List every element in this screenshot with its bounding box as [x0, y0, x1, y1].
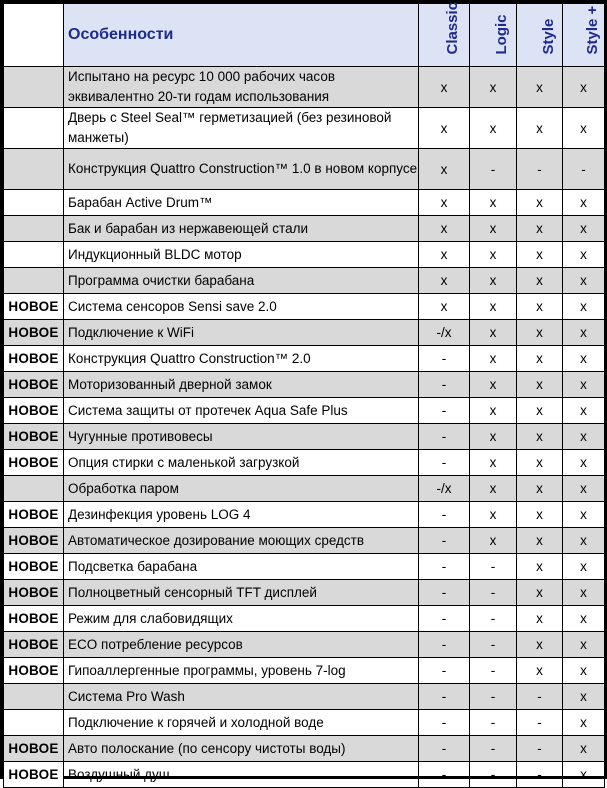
- availability-logic: -: [470, 554, 517, 580]
- header-model-style: [517, 4, 563, 67]
- feature-name: ECO потребление ресурсов: [64, 632, 419, 658]
- new-badge: НОВОЕ: [4, 450, 64, 476]
- availability-style-plus: x: [563, 216, 605, 242]
- availability-classic: -: [419, 580, 470, 606]
- availability-logic: x: [470, 528, 517, 554]
- table-row: [4, 606, 605, 632]
- availability-style-plus: x: [563, 502, 605, 528]
- availability-logic: -: [470, 710, 517, 736]
- availability-style: -: [517, 736, 563, 762]
- availability-classic: -: [419, 632, 470, 658]
- availability-classic: x: [419, 294, 470, 320]
- new-badge: НОВОЕ: [4, 632, 64, 658]
- feature-name: Барабан Active Drum™: [64, 190, 419, 216]
- new-badge: НОВОЕ: [4, 658, 64, 684]
- table-row: [4, 294, 605, 320]
- availability-style: x: [517, 502, 563, 528]
- availability-classic: -: [419, 684, 470, 710]
- feature-name: Моторизованный дверной замок: [64, 372, 419, 398]
- availability-logic: x: [470, 398, 517, 424]
- table-row: [4, 216, 605, 242]
- availability-logic: x: [470, 190, 517, 216]
- availability-style-plus: x: [563, 190, 605, 216]
- new-badge: [4, 476, 64, 502]
- availability-style-plus: x: [563, 632, 605, 658]
- new-badge: НОВОЕ: [4, 372, 64, 398]
- availability-style: x: [517, 528, 563, 554]
- availability-style-plus: x: [563, 294, 605, 320]
- availability-style-plus: x: [563, 67, 605, 108]
- new-badge: [4, 242, 64, 268]
- availability-style: x: [517, 242, 563, 268]
- new-badge: [4, 216, 64, 242]
- header-features: Особенности: [64, 4, 419, 67]
- new-badge: НОВОЕ: [4, 580, 64, 606]
- table-row: [4, 268, 605, 294]
- availability-classic: -/x: [419, 320, 470, 346]
- availability-style-plus: x: [563, 372, 605, 398]
- table-row: [4, 190, 605, 216]
- availability-classic: -: [419, 424, 470, 450]
- new-badge: [4, 190, 64, 216]
- availability-classic: x: [419, 67, 470, 108]
- availability-style: x: [517, 294, 563, 320]
- table-row: [4, 372, 605, 398]
- availability-style-plus: x: [563, 580, 605, 606]
- header-model-label: Style +: [583, 5, 601, 55]
- availability-style: x: [517, 632, 563, 658]
- availability-logic: -: [470, 632, 517, 658]
- feature-name: Система сенсоров Sensi save 2.0: [64, 294, 419, 320]
- feature-name: Система защиты от протечек Aqua Safe Plus: [64, 398, 419, 424]
- availability-logic: x: [470, 424, 517, 450]
- feature-name: Гипоаллергенные программы, уровень 7-log: [64, 658, 419, 684]
- table-row: [4, 476, 605, 502]
- availability-logic: x: [470, 320, 517, 346]
- availability-logic: x: [470, 216, 517, 242]
- availability-classic: x: [419, 190, 470, 216]
- table-row: [4, 580, 605, 606]
- header-model-logic: [470, 4, 517, 67]
- availability-classic: x: [419, 216, 470, 242]
- availability-style-plus: x: [563, 684, 605, 710]
- availability-style-plus: x: [563, 424, 605, 450]
- availability-style-plus: x: [563, 606, 605, 632]
- availability-style: x: [517, 606, 563, 632]
- availability-style-plus: x: [563, 710, 605, 736]
- availability-style: x: [517, 320, 563, 346]
- availability-style-plus: x: [563, 528, 605, 554]
- table-row: [4, 67, 605, 108]
- availability-logic: -: [470, 762, 517, 788]
- availability-style: -: [517, 710, 563, 736]
- availability-style: x: [517, 450, 563, 476]
- table-row: [4, 710, 605, 736]
- table-row: [4, 736, 605, 762]
- feature-name: Опция стирки с маленькой загрузкой: [64, 450, 419, 476]
- availability-classic: -: [419, 346, 470, 372]
- feature-name: Полноцветный сенсорный TFT дисплей: [64, 580, 419, 606]
- header-row: [4, 4, 605, 67]
- feature-name: Дезинфекция уровень LOG 4: [64, 502, 419, 528]
- availability-logic: -: [470, 580, 517, 606]
- feature-name: Чугунные противовесы: [64, 424, 419, 450]
- table-row: [4, 149, 605, 190]
- new-badge: НОВОЕ: [4, 294, 64, 320]
- availability-classic: x: [419, 242, 470, 268]
- feature-name: Конструкция Quattro Construction™ 2.0: [64, 346, 419, 372]
- availability-style-plus: x: [563, 242, 605, 268]
- availability-logic: x: [470, 108, 517, 149]
- feature-comparison-table: [3, 3, 605, 788]
- feature-name: Бак и барабан из нержавеющей стали: [64, 216, 419, 242]
- availability-classic: -: [419, 554, 470, 580]
- availability-style: x: [517, 554, 563, 580]
- feature-name: Программа очистки барабана: [64, 268, 419, 294]
- new-badge: НОВОЕ: [4, 528, 64, 554]
- table-row: [4, 632, 605, 658]
- availability-style-plus: x: [563, 658, 605, 684]
- new-badge: НОВОЕ: [4, 554, 64, 580]
- new-badge: НОВОЕ: [4, 762, 64, 788]
- availability-style-plus: x: [563, 346, 605, 372]
- table-row: [4, 242, 605, 268]
- new-badge: НОВОЕ: [4, 424, 64, 450]
- availability-logic: x: [470, 268, 517, 294]
- header-tag-cell: [4, 4, 64, 67]
- header-model-label: Logic: [493, 14, 510, 55]
- availability-style: -: [517, 762, 563, 788]
- feature-name: Подсветка барабана: [64, 554, 419, 580]
- table-body: [4, 67, 605, 788]
- feature-name: Индукционный BLDC мотор: [64, 242, 419, 268]
- availability-classic: -: [419, 502, 470, 528]
- availability-classic: -: [419, 658, 470, 684]
- table-row: [4, 554, 605, 580]
- feature-name: Подключение к WiFi: [64, 320, 419, 346]
- new-badge: НОВОЕ: [4, 346, 64, 372]
- table-row: [4, 320, 605, 346]
- new-badge: [4, 268, 64, 294]
- availability-style: x: [517, 424, 563, 450]
- feature-name: Дверь с Steel Seal™ герметизацией (без резиновой манжеты): [64, 108, 419, 149]
- new-badge: НОВОЕ: [4, 398, 64, 424]
- availability-classic: -: [419, 372, 470, 398]
- feature-name: Обработка паром: [64, 476, 419, 502]
- availability-classic: -: [419, 528, 470, 554]
- availability-style: x: [517, 372, 563, 398]
- feature-name: Воздушный душ: [64, 762, 419, 788]
- availability-style: x: [517, 216, 563, 242]
- feature-name: Испытано на ресурс 10 000 рабочих часов эквивалентно 20-ти годам использования: [64, 67, 419, 108]
- new-badge: [4, 710, 64, 736]
- feature-name: Режим для слабовидящих: [64, 606, 419, 632]
- header-model-label: Classic: [444, 1, 461, 55]
- header-model-style-plus: [563, 4, 605, 67]
- new-badge: НОВОЕ: [4, 320, 64, 346]
- availability-style-plus: x: [563, 554, 605, 580]
- availability-style-plus: x: [563, 398, 605, 424]
- availability-style-plus: x: [563, 736, 605, 762]
- availability-style: x: [517, 346, 563, 372]
- table-row: [4, 684, 605, 710]
- table-row: [4, 424, 605, 450]
- table-row: [4, 762, 605, 788]
- availability-classic: -: [419, 762, 470, 788]
- availability-classic: x: [419, 108, 470, 149]
- availability-style: -: [517, 149, 563, 190]
- availability-style: x: [517, 580, 563, 606]
- availability-style: x: [517, 398, 563, 424]
- table-row: [4, 450, 605, 476]
- header-model-label: Style: [539, 18, 557, 55]
- availability-classic: -: [419, 450, 470, 476]
- feature-name: Авто полоскание (по сенсору чистоты воды): [64, 736, 419, 762]
- availability-style: x: [517, 108, 563, 149]
- availability-style-plus: x: [563, 320, 605, 346]
- availability-style: x: [517, 658, 563, 684]
- availability-logic: x: [470, 450, 517, 476]
- availability-logic: x: [470, 502, 517, 528]
- availability-logic: -: [470, 736, 517, 762]
- availability-style-plus: -: [563, 149, 605, 190]
- table-row: [4, 108, 605, 149]
- availability-classic: x: [419, 149, 470, 190]
- new-badge: НОВОЕ: [4, 736, 64, 762]
- table-row: [4, 502, 605, 528]
- new-badge: НОВОЕ: [4, 502, 64, 528]
- availability-style: -: [517, 684, 563, 710]
- availability-style: x: [517, 190, 563, 216]
- feature-name: Система Pro Wash: [64, 684, 419, 710]
- availability-style: x: [517, 476, 563, 502]
- availability-logic: x: [470, 476, 517, 502]
- header-model-classic: [419, 1, 470, 67]
- availability-logic: x: [470, 242, 517, 268]
- feature-name: Автоматическое дозирование моющих средств: [64, 528, 419, 554]
- availability-logic: x: [470, 67, 517, 108]
- feature-name: Конструкция Quattro Construction™ 1.0 в новом корпусе: [64, 149, 419, 190]
- table-row: [4, 528, 605, 554]
- table-row: [4, 398, 605, 424]
- new-badge: [4, 684, 64, 710]
- availability-logic: x: [470, 372, 517, 398]
- feature-name: Подключение к горячей и холодной воде: [64, 710, 419, 736]
- availability-classic: -: [419, 606, 470, 632]
- availability-style-plus: x: [563, 268, 605, 294]
- new-badge: [4, 149, 64, 190]
- availability-logic: -: [470, 684, 517, 710]
- new-badge: НОВОЕ: [4, 606, 64, 632]
- availability-logic: x: [470, 294, 517, 320]
- availability-classic: -: [419, 398, 470, 424]
- new-badge: [4, 108, 64, 149]
- availability-classic: -/x: [419, 476, 470, 502]
- availability-style-plus: x: [563, 108, 605, 149]
- availability-logic: -: [470, 149, 517, 190]
- availability-style-plus: x: [563, 476, 605, 502]
- availability-style-plus: x: [563, 450, 605, 476]
- table-row: [4, 346, 605, 372]
- availability-style: x: [517, 67, 563, 108]
- availability-style-plus: x: [563, 762, 605, 788]
- availability-classic: -: [419, 710, 470, 736]
- table-row: [4, 658, 605, 684]
- availability-classic: x: [419, 268, 470, 294]
- availability-logic: x: [470, 346, 517, 372]
- availability-logic: -: [470, 658, 517, 684]
- availability-classic: -: [419, 736, 470, 762]
- new-badge: [4, 67, 64, 108]
- availability-style: x: [517, 268, 563, 294]
- availability-logic: -: [470, 606, 517, 632]
